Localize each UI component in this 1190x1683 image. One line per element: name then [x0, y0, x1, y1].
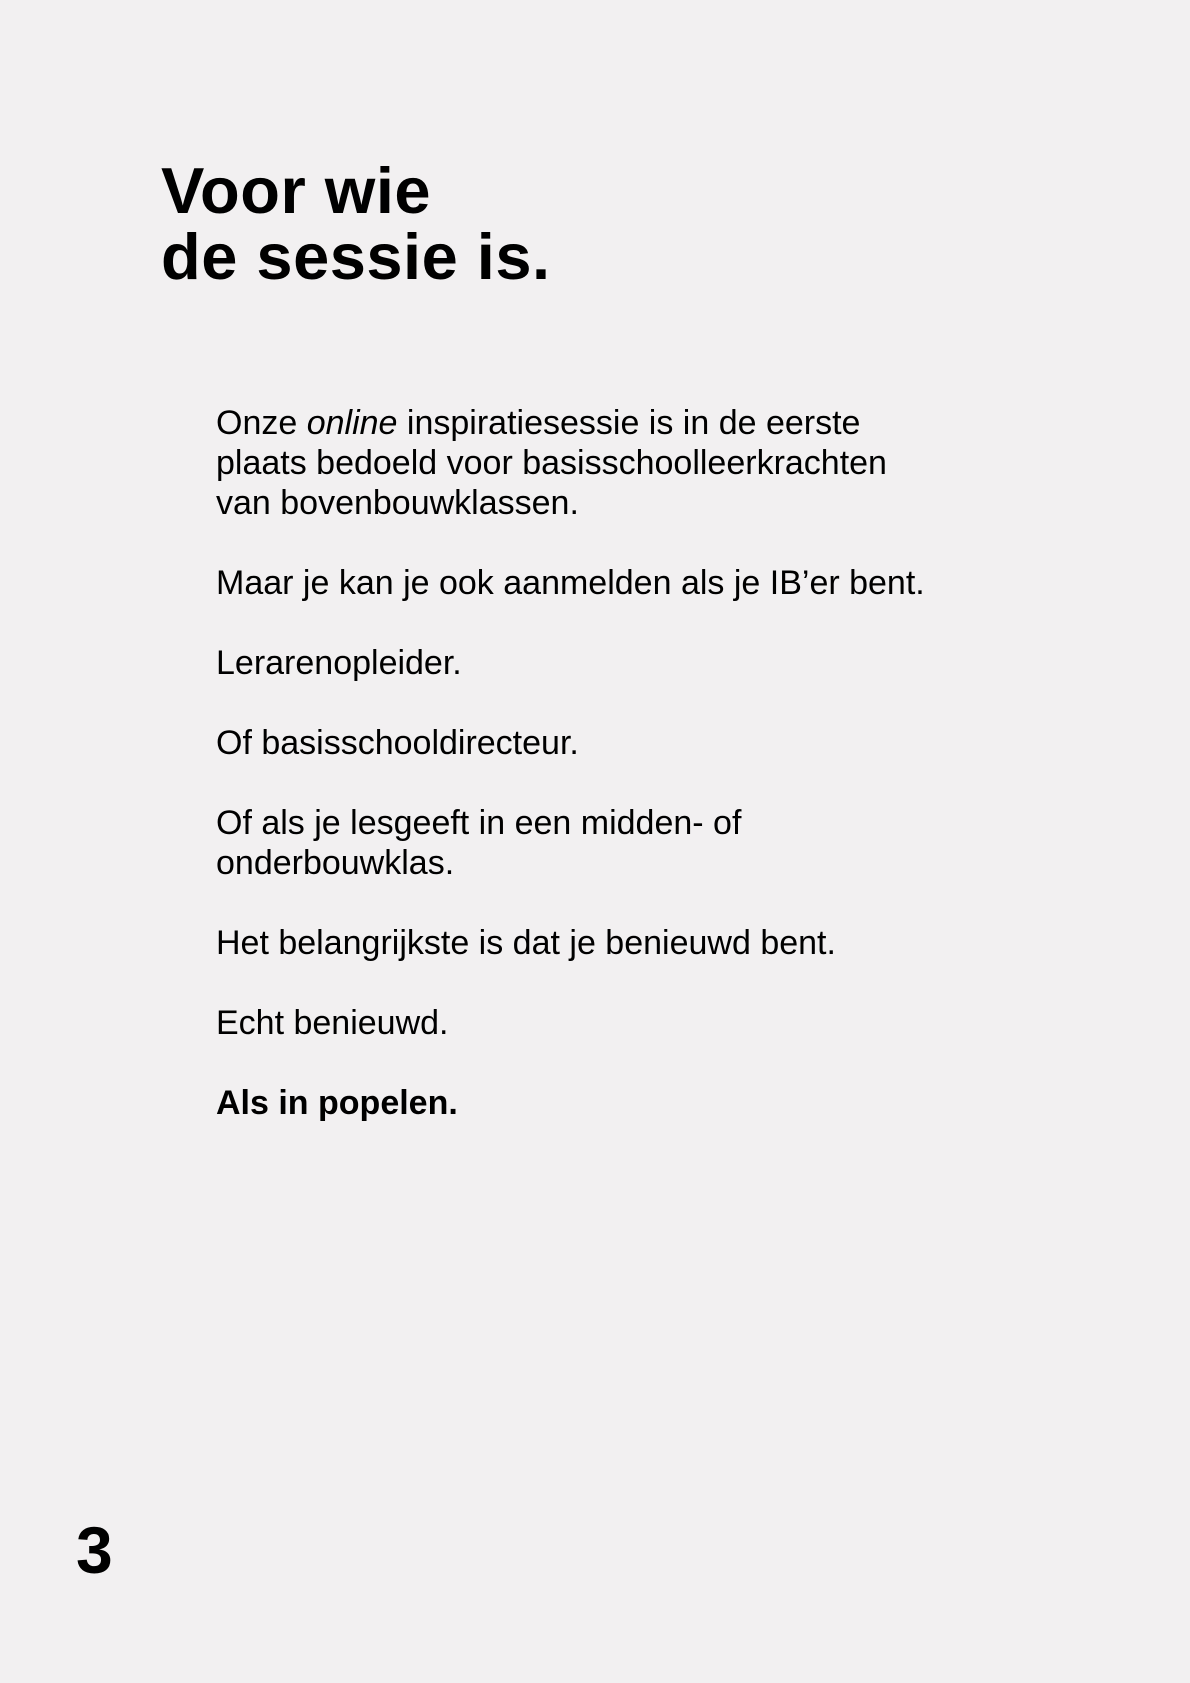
intro-italic-word: online	[306, 404, 398, 442]
page-number: 3	[76, 1513, 113, 1587]
intro-paragraph	[216, 403, 1116, 523]
title-line-2: de sessie is.	[161, 220, 551, 293]
paragraph-echt-benieuwd: Echt benieuwd.	[216, 1004, 449, 1042]
intro-line-1	[216, 403, 1116, 443]
paragraph-midden-onderbouw	[216, 803, 1116, 883]
intro-line-2: plaats bedoeld voor basisschoolleerkrachten	[216, 444, 887, 482]
intro-line-3: van bovenbouwklassen.	[216, 484, 579, 522]
paragraph-directeur: Of basisschooldirecteur.	[216, 724, 579, 762]
page-title	[161, 154, 551, 293]
intro-line-1-end: inspiratiesessie is in de eerste	[397, 404, 861, 442]
title-line-1: Voor wie	[161, 154, 432, 227]
paragraph-popelen: Als in popelen.	[216, 1084, 458, 1122]
paragraph-midden-line-2: onderbouwklas.	[216, 844, 455, 882]
paragraph-midden-line-1: Of als je lesgeeft in een midden- of	[216, 804, 742, 842]
body-text	[216, 403, 1116, 1163]
intro-line-1-start: Onze	[216, 404, 307, 442]
paragraph-belangrijkste: Het belangrijkste is dat je benieuwd bent.	[216, 924, 836, 962]
paragraph-lerarenopleider: Lerarenopleider.	[216, 644, 462, 682]
paragraph-ib: Maar je kan je ook aanmelden als je IB’er bent.	[216, 564, 925, 602]
